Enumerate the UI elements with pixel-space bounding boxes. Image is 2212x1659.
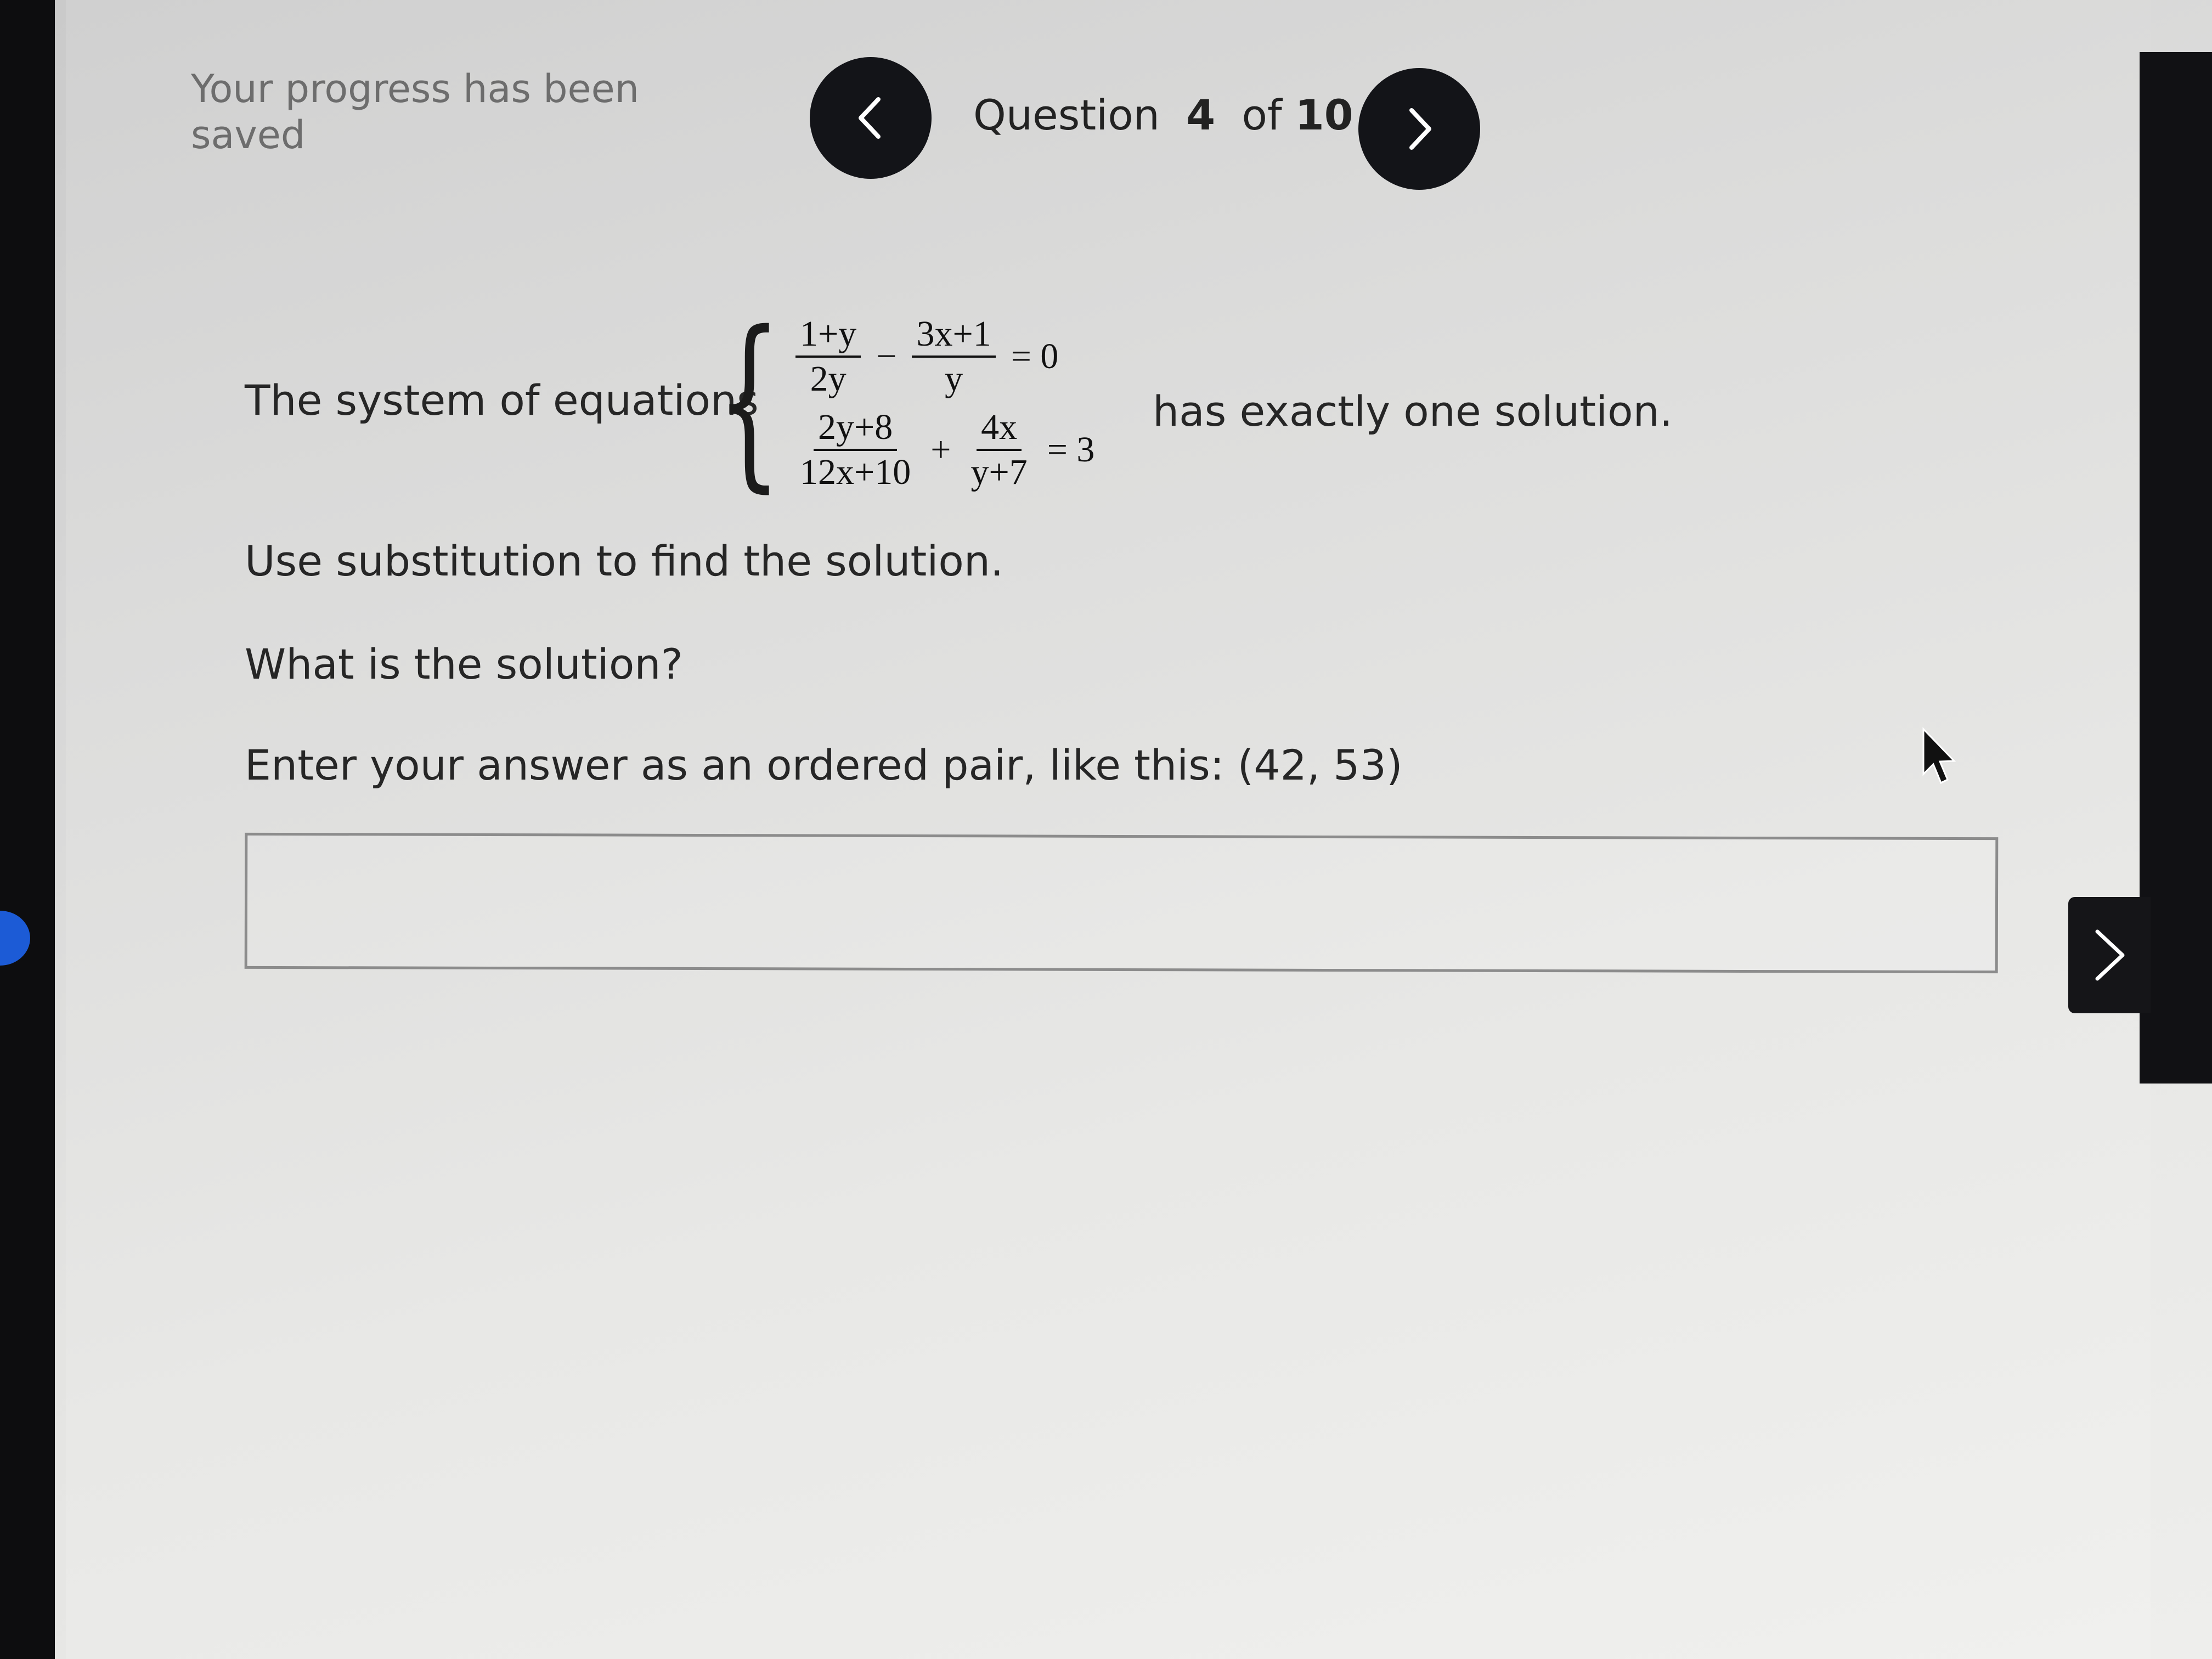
left-edge-indicator[interactable] [0,911,30,966]
eq2-fraction-1 [795,406,915,494]
equation-system [716,292,1144,516]
eq1-frac2-denominator: y [945,359,963,399]
current-question-number: 4 [1186,91,1216,139]
eq2-fraction-2 [966,406,1031,494]
progress-saved-status: Your progress has been saved [191,66,640,157]
eq2-frac1-numerator: 2y+8 [814,406,897,451]
next-question-button[interactable] [1358,68,1480,190]
total-questions: 10 [1295,91,1353,139]
eq2-frac2-numerator: 4x [977,406,1022,451]
equation-2 [788,406,1102,494]
eq1-operator: − [876,336,897,376]
eq2-frac2-denominator: y+7 [970,452,1028,492]
answer-input[interactable] [245,833,1999,973]
statement-outro: has exactly one solution. [1153,387,1673,436]
equation-1 [788,313,1066,400]
previous-question-button[interactable] [810,57,932,179]
eq1-fraction-1 [795,313,861,400]
eq1-frac1-numerator: 1+y [795,313,861,358]
chevron-right-icon [1393,103,1446,155]
eq1-frac2-numerator: 3x+1 [912,313,995,358]
instruction-text: Use substitution to find the solution. [245,537,1004,585]
question-prompt: What is the solution? [245,640,683,689]
question-panel [66,0,2151,1659]
eq1-rhs: = 0 [1011,336,1059,376]
system-brace: { [716,292,782,509]
of-word: of [1242,91,1282,139]
eq2-frac1-denominator: 12x+10 [800,452,911,492]
mouse-cursor-icon [1920,727,1959,787]
eq1-fraction-2 [912,313,995,400]
eq1-frac1-denominator: 2y [810,359,847,399]
chevron-right-icon [2090,925,2129,985]
question-word: Question [973,91,1160,139]
answer-format-hint: Enter your answer as an ordered pair, like this: (42, 53) [245,741,1403,789]
question-counter [973,91,1353,139]
question-statement [245,292,2055,516]
chevron-left-icon [844,92,897,144]
sidebar-expand-tab[interactable] [2068,897,2151,1013]
statement-intro: The system of equations [245,376,759,425]
eq2-operator: + [930,430,951,470]
eq2-rhs: = 3 [1047,430,1095,470]
